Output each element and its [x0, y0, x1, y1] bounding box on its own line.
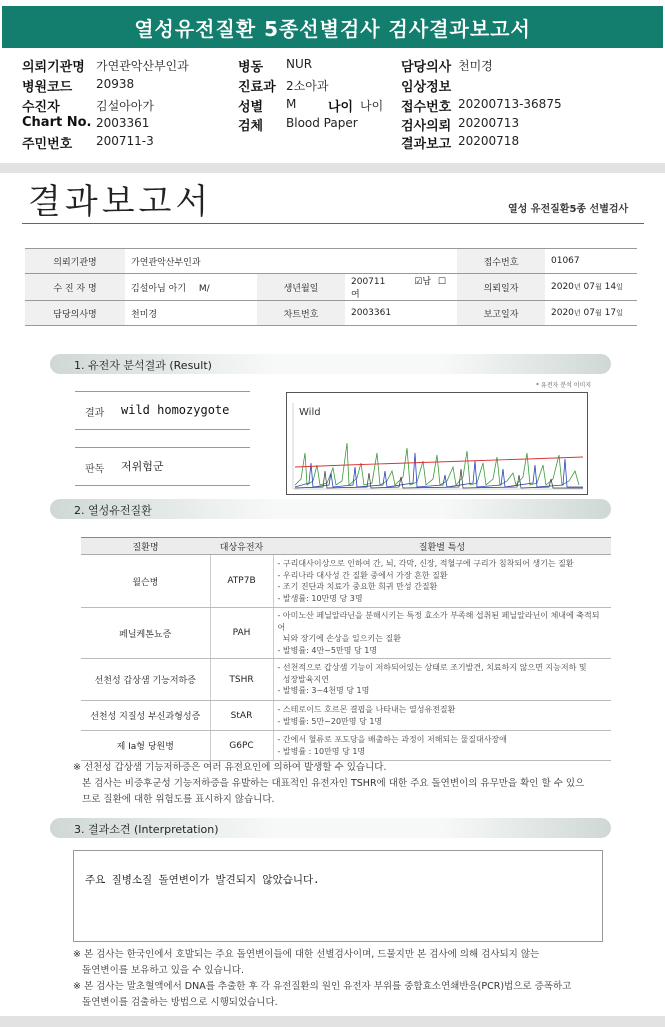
separator — [0, 163, 665, 173]
report-title: 결과보고서 — [28, 182, 213, 222]
interpretation-text: 주요 질병소질 돌연변이가 발견되지 않았습니다. — [85, 874, 320, 886]
label-clinical-info: 임상정보 — [401, 80, 452, 95]
value-ward: NUR — [286, 57, 313, 71]
value-id-no: 200711-3 — [96, 134, 154, 148]
value-specimen: Blood Paper — [286, 116, 358, 130]
gene-name: PAH — [210, 608, 273, 659]
hospital-value: 가연관악산부인과 — [125, 249, 457, 274]
chart-note: * 유전자 분석 이미지 — [536, 382, 592, 389]
label-age: 나이 — [328, 100, 354, 115]
chart-wild-label: Wild — [299, 407, 321, 418]
value-result-report: 20200718 — [458, 134, 520, 148]
title-bar — [0, 0, 665, 54]
disease-table — [81, 537, 611, 761]
birth-label: 생년월일 — [257, 274, 345, 301]
birth-value: 200711 — [351, 277, 386, 287]
chart-label: 차트번호 — [257, 301, 345, 326]
table-row — [81, 555, 611, 608]
section3-title: 3. 결과소견 (Interpretation) — [74, 823, 219, 836]
disease-name: 선천성 갑상샘 기능저하증 — [81, 659, 210, 701]
gene-analysis-image — [286, 392, 588, 495]
name-value: 김설아님 아기 — [131, 283, 187, 294]
judge-value: 저위험군 — [121, 460, 164, 473]
value-doctor: 천미경 — [458, 59, 493, 73]
table-row — [81, 608, 611, 659]
value-dept: 2소아과 — [286, 79, 329, 93]
info-block — [0, 54, 665, 164]
result-value: wild homozygote — [121, 403, 230, 417]
table-row — [81, 731, 611, 761]
disease-name: 윌슨병 — [81, 555, 210, 608]
doctor-label: 담당의사명 — [25, 301, 125, 326]
value-patient: 김설아아가 — [96, 99, 154, 113]
section1-title: 1. 유전자 분석결과 (Result) — [74, 359, 212, 372]
result-mid-rule — [75, 429, 250, 430]
disease-feature: - 스테로이드 호르몬 결핍을 나타내는 열성유전질환 - 발병률: 5만~20만명 당 1명 — [273, 701, 611, 731]
report-header-title: 열성유전질환 5종선별검사 검사결과보고서 — [2, 6, 663, 48]
disease-name: 페닐케톤뇨증 — [81, 608, 210, 659]
hospital-label: 의뢰기관명 — [25, 249, 125, 274]
value-test-request: 20200713 — [458, 116, 520, 130]
receipt-label: 접수번호 — [457, 249, 545, 274]
judge-top-rule — [75, 447, 250, 448]
patient-table — [25, 248, 637, 326]
result-label: 결과 — [85, 408, 105, 419]
result-top-rule — [75, 391, 250, 392]
value-hospital: 가연관악산부인과 — [96, 59, 189, 73]
section3-notes: ※ 본 검사는 한국인에서 호발되는 주요 돌연변이들에 대한 선별검사이며, 드물지만 본 검사에 의해 검사되지 않는 돌연변이를 보유하고 있을 수 있습니다. ※ 본 검사는 말초혈액에서 DNA를 추출한 후 각 유전질환의 원인 유전자 부위를 중합효소연쇄반응(PCR)법으로 증폭하고 돌연변이를 검출하는 방법으로 시행되었습니다. — [73, 949, 572, 1008]
label-receipt-no: 접수번호 — [401, 100, 452, 115]
value-age: 나이 — [360, 99, 384, 113]
male-checkbox: ☑남 — [414, 277, 432, 287]
value-receipt-no: 20200713-36875 — [458, 97, 562, 111]
name-label: 수 진 자 명 — [25, 274, 125, 301]
value-chart-no: 2003361 — [96, 116, 150, 130]
report-date: $2020^년$ $07^월$ $17^일$ — [545, 301, 637, 326]
label-id-no: 주민번호 — [22, 137, 73, 152]
label-result-report: 결과보고 — [401, 137, 452, 152]
gene-name: TSHR — [210, 659, 273, 701]
gene-name: ATP7B — [210, 555, 273, 608]
label-doctor: 담당의사 — [401, 60, 452, 75]
label-patient: 수진자 — [22, 100, 60, 115]
section2-title: 2. 열성유전질환 — [74, 504, 152, 517]
value-hospital-code: 20938 — [96, 77, 135, 91]
chart-value: 2003361 — [345, 301, 457, 326]
col-disease: 질환명 — [81, 538, 210, 555]
section3-header — [50, 818, 611, 838]
label-ward: 병동 — [238, 60, 264, 75]
section1-header — [50, 354, 611, 374]
label-test-request: 검사의뢰 — [401, 119, 452, 134]
label-hospital: 의뢰기관명 — [22, 60, 85, 75]
label-dept: 진료과 — [238, 80, 276, 95]
judge-label: 판독 — [85, 464, 105, 475]
gene-name: G6PC — [210, 731, 273, 761]
doctor-value: 천미경 — [125, 301, 257, 326]
request-date: $2020^년$ $07^월$ $14^일$ — [545, 274, 637, 301]
table-row — [81, 701, 611, 731]
judge-bottom-rule — [75, 485, 250, 486]
electropherogram — [287, 393, 587, 494]
section2-header — [50, 499, 611, 519]
disease-name: 제 Ia형 당원병 — [81, 731, 210, 761]
footer-bar — [0, 1016, 665, 1027]
report-label: 보고일자 — [457, 301, 545, 326]
name-cell — [125, 274, 257, 301]
disease-feature: - 구리대사이상으로 인하여 간, 뇌, 각막, 신장, 적혈구에 구리가 침착되어 생기는 질환 - 우리나라 대사성 간 질환 중에서 가장 흔한 질환 - 조기 진단과 치료가 중요한 희귀 만성 간질환 - 발생률: 10만명 당 3명 — [273, 555, 611, 608]
col-feature: 질환별 특성 — [273, 538, 611, 555]
table-row — [81, 659, 611, 701]
label-specimen: 검체 — [238, 119, 264, 134]
disease-feature: - 간에서 혈류로 포도당을 배출하는 과정이 저해되는 물질대사장애 - 발병률 : 10만명 당 1명 — [273, 731, 611, 761]
value-sex: M — [286, 97, 297, 111]
title-divider — [22, 223, 644, 224]
interpretation-box — [73, 850, 603, 942]
label-hospital-code: 병원코드 — [22, 80, 73, 95]
report-subtitle: 열성 유전질환5종 선별검사 — [508, 204, 629, 215]
request-label: 의뢰일자 — [457, 274, 545, 301]
col-gene: 대상유전자 — [210, 538, 273, 555]
disease-name: 선천성 지질성 부신과형성증 — [81, 701, 210, 731]
female-checkbox: ☐여 — [351, 277, 446, 300]
disease-feature: - 아미노산 페닐알라닌을 분해시키는 특정 효소가 부족해 섭취된 페닐알라닌이 체내에 축적되어 뇌와 장기에 손상을 일으키는 질환 - 발병률: 4만~5만명 당 1명 — [273, 608, 611, 659]
receipt-value: 01067 — [545, 249, 637, 274]
birth-cell — [345, 274, 457, 301]
label-sex: 성별 — [238, 100, 264, 115]
label-chart-no: Chart No. — [22, 115, 92, 130]
gene-name: StAR — [210, 701, 273, 731]
name-sex: M/ — [198, 283, 210, 294]
section2-note: ※ 선천성 갑상샘 기능저하증은 여러 유전요인에 의하여 발생할 수 있습니다. 본 검사는 비증후군성 기능저하증을 유발하는 대표적인 유전자인 TSHR에 대한 주요 돌연변이의 유무만을 확인 할 수 있으 므로 질환에 대한 위험도를 표시하지 않습니다. — [73, 762, 585, 805]
disease-feature: - 선천적으로 갑상샘 기능이 저하되어있는 상태로 조기발견, 치료하지 않으면 지능저하 및 성장발육지연 - 발병률: 3~4천명 당 1명 — [273, 659, 611, 701]
